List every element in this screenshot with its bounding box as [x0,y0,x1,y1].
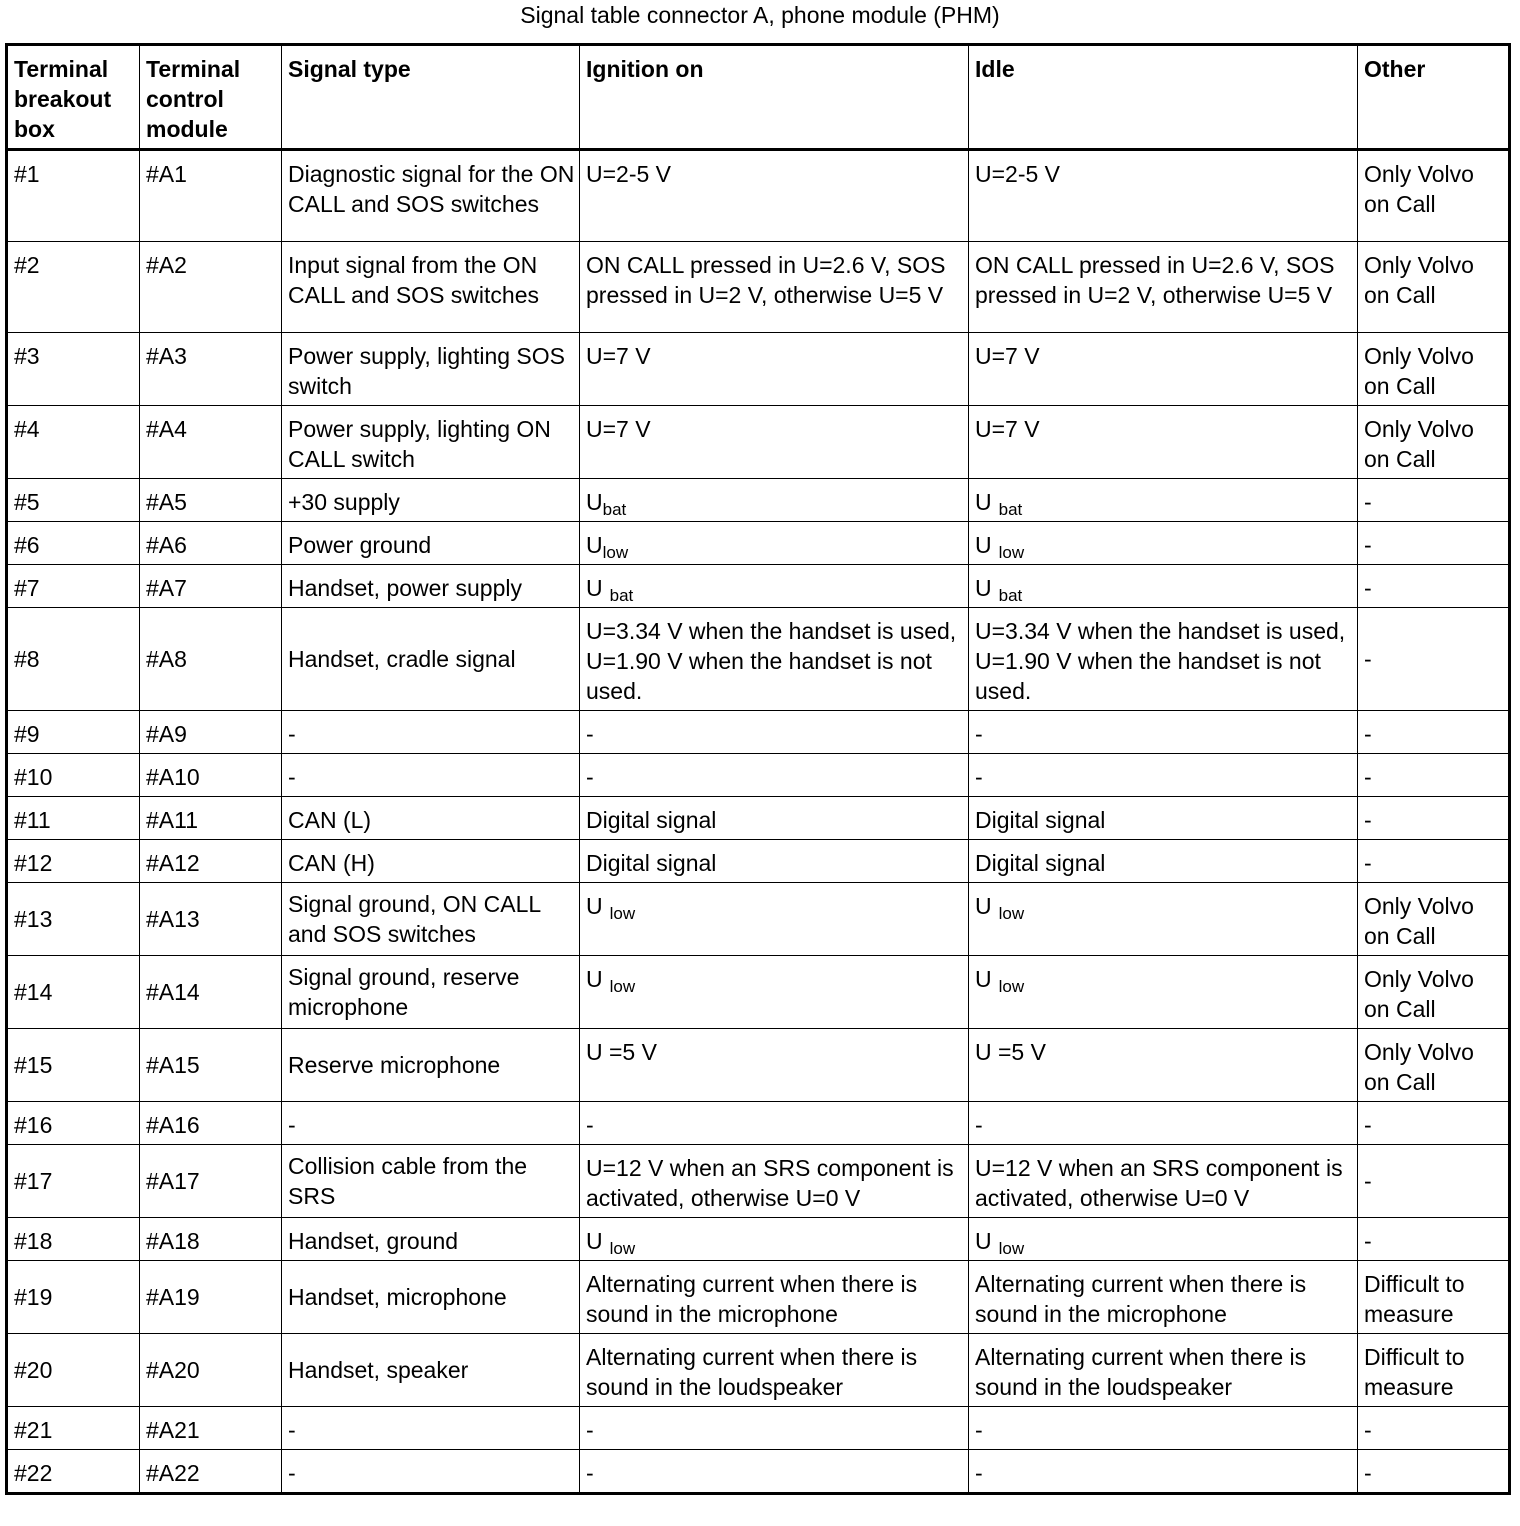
cell-ignition-on: ON CALL pressed in U=2.6 V, SOS pressed in U=2 V, otherwise U=5 V [580,242,969,333]
cell-terminal-control-module: #A6 [140,522,282,565]
voltage-subscript: low [609,1239,636,1258]
header-signal-type: Signal type [282,45,580,150]
cell-terminal-breakout-box: #19 [7,1261,140,1334]
cell-other: - [1358,840,1510,883]
cell-other: Only Volvo on Call [1358,150,1510,242]
cell-terminal-control-module: #A13 [140,883,282,956]
table-row [7,711,1510,754]
cell-terminal-breakout-box: #22 [7,1450,140,1494]
cell-idle: Alternating current when there is sound in the loudspeaker [969,1334,1358,1407]
table-row [7,1407,1510,1450]
cell-other: Only Volvo on Call [1358,242,1510,333]
header-terminal-breakout-box: Terminal breakout box [7,45,140,150]
voltage-subscript: bat [998,500,1023,519]
cell-terminal-breakout-box: #3 [7,333,140,406]
voltage-symbol: U [586,893,603,919]
table-row [7,956,1510,1029]
table-caption: Signal table connector A, phone module (PHM) [520,2,1000,28]
cell-ignition-on: U=12 V when an SRS component is activated, otherwise U=0 V [580,1145,969,1218]
cell-signal-type: Reserve microphone [282,1029,580,1102]
cell-signal-type: Collision cable from the SRS [282,1145,580,1218]
cell-terminal-control-module: #A8 [140,608,282,711]
cell-terminal-control-module: #A5 [140,479,282,522]
cell-ignition-on [580,565,969,608]
cell-idle [969,956,1358,1029]
cell-terminal-control-module: #A14 [140,956,282,1029]
cell-terminal-control-module: #A12 [140,840,282,883]
cell-terminal-control-module: #A17 [140,1145,282,1218]
table-row [7,883,1510,956]
signal-table [5,43,1511,1495]
voltage-subscript: low [998,904,1025,923]
cell-terminal-control-module: #A3 [140,333,282,406]
cell-terminal-control-module: #A16 [140,1102,282,1145]
cell-ignition-on: Alternating current when there is sound in the microphone [580,1261,969,1334]
cell-idle: - [969,1407,1358,1450]
cell-terminal-breakout-box: #13 [7,883,140,956]
voltage-subscript: low [998,977,1025,996]
cell-terminal-breakout-box: #21 [7,1407,140,1450]
cell-other: - [1358,711,1510,754]
table-row [7,1102,1510,1145]
cell-terminal-control-module: #A18 [140,1218,282,1261]
cell-signal-type: - [282,711,580,754]
cell-idle: ON CALL pressed in U=2.6 V, SOS pressed in U=2 V, otherwise U=5 V [969,242,1358,333]
cell-other: - [1358,797,1510,840]
cell-idle [969,565,1358,608]
cell-terminal-control-module: #A2 [140,242,282,333]
cell-other: - [1358,1450,1510,1494]
cell-terminal-breakout-box: #14 [7,956,140,1029]
cell-idle: U=7 V [969,333,1358,406]
table-row [7,1029,1510,1102]
cell-terminal-control-module: #A1 [140,150,282,242]
cell-terminal-breakout-box: #20 [7,1334,140,1407]
voltage-subscript: bat [609,586,634,605]
table-row [7,242,1510,333]
voltage-subscript: low [998,1239,1025,1258]
table-row [7,333,1510,406]
cell-idle: U=7 V [969,406,1358,479]
table-row [7,840,1510,883]
cell-idle: U=3.34 V when the handset is used, U=1.90 V when the handset is not used. [969,608,1358,711]
cell-other: Difficult to measure [1358,1334,1510,1407]
cell-terminal-breakout-box: #8 [7,608,140,711]
cell-terminal-breakout-box: #15 [7,1029,140,1102]
cell-signal-type: Handset, cradle signal [282,608,580,711]
cell-ignition-on: Digital signal [580,840,969,883]
cell-idle: Digital signal [969,797,1358,840]
voltage-subscript: low [609,977,636,996]
cell-idle [969,479,1358,522]
voltage-symbol: U [975,893,992,919]
cell-ignition-on: - [580,1407,969,1450]
cell-other: Only Volvo on Call [1358,956,1510,1029]
cell-terminal-control-module: #A4 [140,406,282,479]
cell-signal-type: Handset, ground [282,1218,580,1261]
cell-ignition-on: Alternating current when there is sound in the loudspeaker [580,1334,969,1407]
cell-terminal-control-module: #A21 [140,1407,282,1450]
cell-other: - [1358,565,1510,608]
cell-ignition-on: - [580,754,969,797]
cell-terminal-breakout-box: #12 [7,840,140,883]
cell-signal-type: Power supply, lighting SOS switch [282,333,580,406]
voltage-subscript: low [609,904,636,923]
cell-signal-type: Handset, speaker [282,1334,580,1407]
table-row [7,754,1510,797]
cell-terminal-control-module: #A11 [140,797,282,840]
cell-idle: U=2-5 V [969,150,1358,242]
cell-terminal-breakout-box: #16 [7,1102,140,1145]
voltage-symbol: U [586,532,603,558]
voltage-symbol: U [586,966,603,992]
voltage-symbol: U [586,489,603,515]
cell-other: - [1358,522,1510,565]
cell-other: - [1358,1145,1510,1218]
cell-signal-type: - [282,754,580,797]
table-row [7,1450,1510,1494]
header-terminal-control-module: Terminal control module [140,45,282,150]
cell-signal-type: Handset, microphone [282,1261,580,1334]
cell-idle: Alternating current when there is sound in the microphone [969,1261,1358,1334]
cell-terminal-breakout-box: #2 [7,242,140,333]
cell-idle [969,522,1358,565]
cell-idle: - [969,1102,1358,1145]
cell-other: - [1358,608,1510,711]
cell-other: Only Volvo on Call [1358,406,1510,479]
cell-signal-type: Power ground [282,522,580,565]
cell-terminal-breakout-box: #6 [7,522,140,565]
cell-idle: - [969,1450,1358,1494]
table-header-row [7,45,1510,150]
header-other: Other [1358,45,1510,150]
cell-ignition-on [580,956,969,1029]
cell-ignition-on: U=2-5 V [580,150,969,242]
cell-terminal-control-module: #A10 [140,754,282,797]
table-row [7,522,1510,565]
cell-ignition-on [580,1218,969,1261]
cell-idle: U =5 V [969,1029,1358,1102]
cell-signal-type: Signal ground, reserve microphone [282,956,580,1029]
cell-terminal-breakout-box: #5 [7,479,140,522]
cell-other: Only Volvo on Call [1358,883,1510,956]
header-idle: Idle [969,45,1358,150]
cell-terminal-breakout-box: #11 [7,797,140,840]
cell-ignition-on [580,883,969,956]
cell-signal-type: Diagnostic signal for the ON CALL and SOS switches [282,150,580,242]
cell-signal-type: - [282,1450,580,1494]
voltage-subscript: bat [602,500,627,519]
table-row [7,479,1510,522]
cell-signal-type: - [282,1102,580,1145]
cell-other: - [1358,754,1510,797]
cell-signal-type: Signal ground, ON CALL and SOS switches [282,883,580,956]
cell-ignition-on [580,479,969,522]
table-row [7,797,1510,840]
cell-ignition-on: Digital signal [580,797,969,840]
cell-terminal-control-module: #A9 [140,711,282,754]
table-row [7,150,1510,242]
cell-idle: Digital signal [969,840,1358,883]
voltage-symbol: U [975,532,992,558]
cell-signal-type: CAN (H) [282,840,580,883]
cell-idle: - [969,754,1358,797]
table-row [7,565,1510,608]
cell-idle [969,883,1358,956]
cell-other: - [1358,1102,1510,1145]
cell-other: - [1358,1407,1510,1450]
table-row [7,1334,1510,1407]
cell-terminal-breakout-box: #10 [7,754,140,797]
cell-other: Difficult to measure [1358,1261,1510,1334]
table-row [7,608,1510,711]
voltage-symbol: U [586,575,603,601]
header-ignition-on: Ignition on [580,45,969,150]
cell-ignition-on: U=7 V [580,406,969,479]
cell-ignition-on: U =5 V [580,1029,969,1102]
cell-terminal-breakout-box: #17 [7,1145,140,1218]
cell-signal-type: Power supply, lighting ON CALL switch [282,406,580,479]
table-row [7,406,1510,479]
cell-signal-type: +30 supply [282,479,580,522]
cell-terminal-control-module: #A22 [140,1450,282,1494]
cell-ignition-on [580,522,969,565]
table-row [7,1145,1510,1218]
voltage-subscript: low [602,543,629,562]
cell-signal-type: - [282,1407,580,1450]
cell-ignition-on: U=7 V [580,333,969,406]
cell-terminal-breakout-box: #7 [7,565,140,608]
cell-terminal-breakout-box: #18 [7,1218,140,1261]
voltage-symbol: U [975,966,992,992]
cell-ignition-on: - [580,1102,969,1145]
voltage-symbol: U [975,489,992,515]
table-body [7,150,1510,1494]
voltage-symbol: U [975,575,992,601]
cell-terminal-control-module: #A20 [140,1334,282,1407]
table-row [7,1218,1510,1261]
cell-signal-type: CAN (L) [282,797,580,840]
voltage-subscript: bat [998,586,1023,605]
cell-other: - [1358,479,1510,522]
cell-terminal-breakout-box: #9 [7,711,140,754]
cell-idle: - [969,711,1358,754]
cell-other: - [1358,1218,1510,1261]
cell-other: Only Volvo on Call [1358,333,1510,406]
voltage-subscript: low [998,543,1025,562]
cell-terminal-control-module: #A15 [140,1029,282,1102]
cell-idle: U=12 V when an SRS component is activated, otherwise U=0 V [969,1145,1358,1218]
cell-idle [969,1218,1358,1261]
cell-terminal-breakout-box: #1 [7,150,140,242]
cell-signal-type: Input signal from the ON CALL and SOS switches [282,242,580,333]
cell-ignition-on: - [580,1450,969,1494]
cell-terminal-control-module: #A19 [140,1261,282,1334]
cell-ignition-on: U=3.34 V when the handset is used, U=1.90 V when the handset is not used. [580,608,969,711]
voltage-symbol: U [586,1228,603,1254]
cell-other: Only Volvo on Call [1358,1029,1510,1102]
cell-signal-type: Handset, power supply [282,565,580,608]
cell-terminal-control-module: #A7 [140,565,282,608]
cell-terminal-breakout-box: #4 [7,406,140,479]
cell-ignition-on: - [580,711,969,754]
table-row [7,1261,1510,1334]
voltage-symbol: U [975,1228,992,1254]
